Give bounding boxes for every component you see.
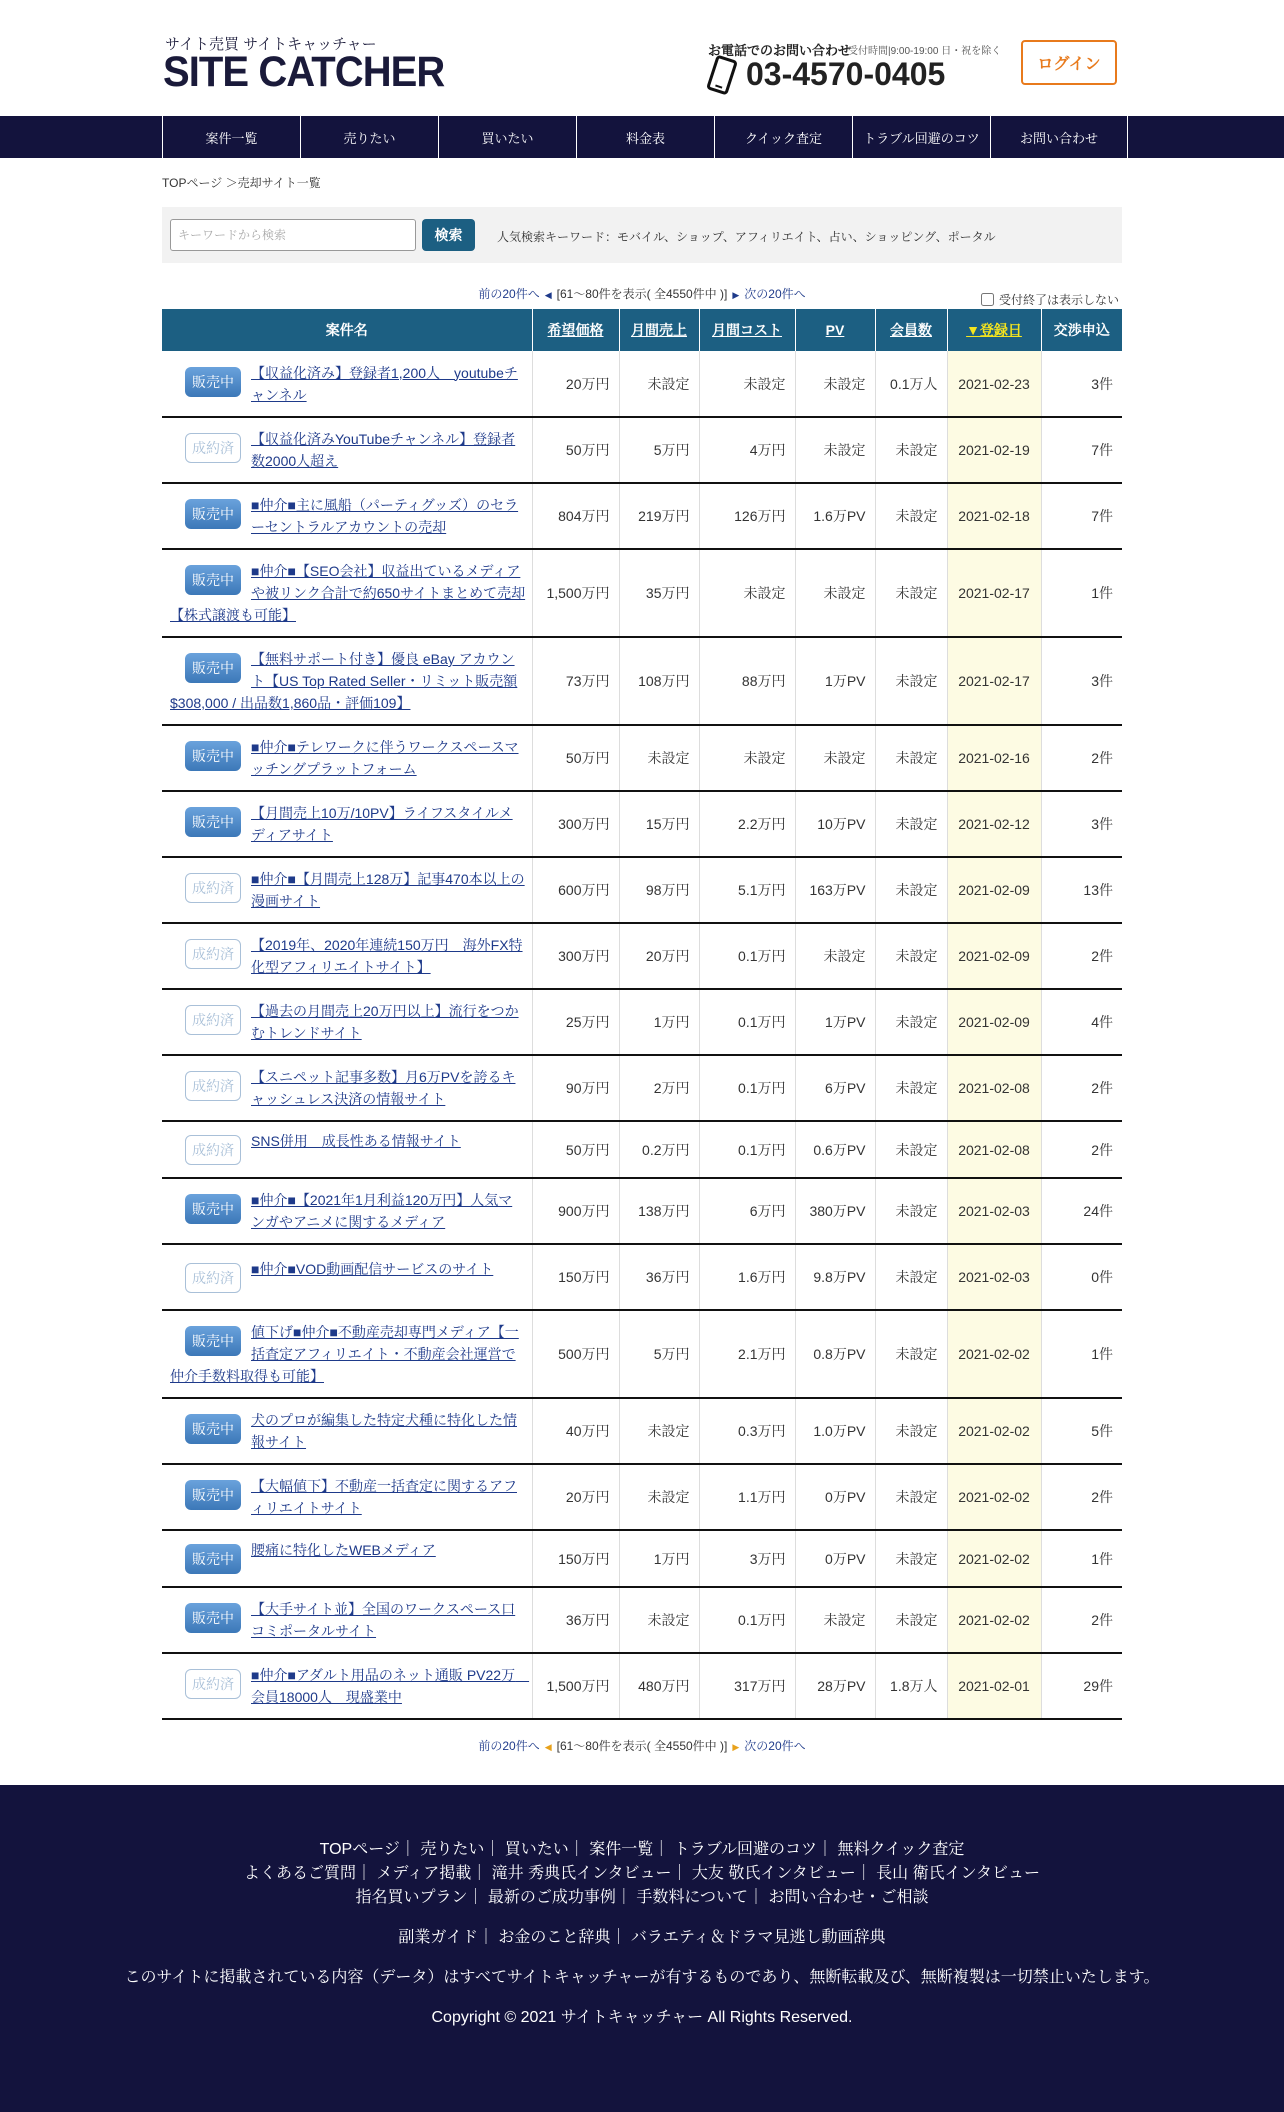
cell-title — [162, 989, 532, 1055]
cell-price: 500万円 — [532, 1310, 619, 1398]
cell-offers: 2件 — [1041, 1587, 1122, 1653]
table-row[interactable] — [162, 1587, 1122, 1653]
cell-sales: 未設定 — [619, 1398, 699, 1464]
cell-cost: 未設定 — [699, 725, 795, 791]
cell-pv: 6万PV — [795, 1055, 875, 1121]
pager-info: [61～80件を表示( 全4550件中 )] — [556, 287, 728, 301]
breadcrumb-top-link[interactable]: TOPページ — [162, 176, 223, 190]
cell-members: 未設定 — [875, 1178, 947, 1244]
table-row[interactable] — [162, 1310, 1122, 1398]
hide-ended-toggle[interactable] — [981, 291, 1119, 308]
cell-cost: 未設定 — [699, 549, 795, 637]
cell-price: 1,500万円 — [532, 1653, 619, 1719]
cell-members: 未設定 — [875, 923, 947, 989]
cell-title — [162, 417, 532, 483]
cell-members: 未設定 — [875, 637, 947, 725]
listing-title-link[interactable]: 値下げ■仲介■不動産売却専門メディア【一括査定アフィリエイト・不動産会社運営で仲介手数料取得も可能】 — [170, 1324, 519, 1384]
cell-date: 2021-02-08 — [947, 1055, 1041, 1121]
cell-cost: 3万円 — [699, 1530, 795, 1587]
status-badge: 販売中 — [185, 1326, 241, 1356]
cell-price: 25万円 — [532, 989, 619, 1055]
cell-sales: 1万円 — [619, 989, 699, 1055]
cell-title — [162, 351, 532, 417]
cell-cost: 2.1万円 — [699, 1310, 795, 1398]
cell-date: 2021-02-23 — [947, 351, 1041, 417]
cell-date: 2021-02-18 — [947, 483, 1041, 549]
status-badge: 販売中 — [185, 1414, 241, 1444]
arrow-left-icon: ◀ — [544, 1742, 552, 1752]
cell-offers: 2件 — [1041, 1464, 1122, 1530]
cell-price: 50万円 — [532, 417, 619, 483]
status-badge: 成約済 — [185, 1669, 241, 1699]
table-row[interactable] — [162, 989, 1122, 1055]
popular-keywords: 人気検索キーワード：モバイル、ショップ、アフィリエイト、占い、ショッピング、ポータル — [497, 230, 996, 244]
cell-pv: 380万PV — [795, 1178, 875, 1244]
nav-item-trouble-tips[interactable]: トラブル回避のコツ — [852, 116, 990, 158]
status-badge: 成約済 — [185, 1135, 241, 1165]
cell-sales: 5万円 — [619, 417, 699, 483]
cell-price: 600万円 — [532, 857, 619, 923]
cell-title — [162, 857, 532, 923]
cell-title — [162, 1121, 532, 1178]
cell-pv: 1.6万PV — [795, 483, 875, 549]
table-row[interactable] — [162, 1055, 1122, 1121]
cell-cost: 1.6万円 — [699, 1244, 795, 1310]
arrow-right-icon: ▶ — [732, 290, 740, 300]
table-row[interactable] — [162, 417, 1122, 483]
cell-offers: 13件 — [1041, 857, 1122, 923]
cell-price: 900万円 — [532, 1178, 619, 1244]
cell-date: 2021-02-02 — [947, 1587, 1041, 1653]
table-row[interactable] — [162, 1398, 1122, 1464]
listing-title-link[interactable]: 【大幅値下】不動産一括査定に関するアフィリエイトサイト — [251, 1478, 517, 1516]
cell-offers: 2件 — [1041, 923, 1122, 989]
hide-ended-checkbox[interactable] — [981, 293, 994, 306]
footer-links-2[interactable]: よくあるご質問｜ メディア掲載｜ 滝井 秀典氏インタビュー｜ 大友 敬氏インタビュー｜ 長山 衛氏インタビュー — [244, 1865, 1040, 1882]
cell-price: 90万円 — [532, 1055, 619, 1121]
cell-title — [162, 1464, 532, 1530]
cell-sales: 15万円 — [619, 791, 699, 857]
col-cost-header[interactable]: 月間コスト — [699, 309, 795, 351]
status-badge: 成約済 — [185, 939, 241, 969]
footer-links-3[interactable]: 指名買いプラン｜ 最新のご成功事例｜ 手数料について｜ お問い合わせ・ご相談 — [355, 1889, 929, 1906]
cell-sales: 未設定 — [619, 351, 699, 417]
cell-title — [162, 923, 532, 989]
cell-cost: 0.1万円 — [699, 989, 795, 1055]
status-badge: 成約済 — [185, 1071, 241, 1101]
cell-sales: 36万円 — [619, 1244, 699, 1310]
cell-date: 2021-02-12 — [947, 791, 1041, 857]
status-badge: 販売中 — [185, 1544, 241, 1574]
breadcrumb — [162, 174, 321, 191]
cell-title — [162, 1055, 532, 1121]
status-badge: 成約済 — [185, 1005, 241, 1035]
table-row[interactable] — [162, 725, 1122, 791]
arrow-right-icon: ▶ — [732, 1742, 740, 1752]
cell-sales: 219万円 — [619, 483, 699, 549]
cell-pv: 9.8万PV — [795, 1244, 875, 1310]
cell-pv: 1万PV — [795, 989, 875, 1055]
col-title-header: 案件名 — [162, 309, 532, 351]
cell-price: 1,500万円 — [532, 549, 619, 637]
cell-price: 150万円 — [532, 1530, 619, 1587]
col-sales-header[interactable]: 月間売上 — [619, 309, 699, 351]
cell-members: 未設定 — [875, 417, 947, 483]
cell-title — [162, 1310, 532, 1398]
search-bar — [162, 207, 1122, 263]
status-badge: 販売中 — [185, 1603, 241, 1633]
cell-title — [162, 637, 532, 725]
cell-price: 50万円 — [532, 725, 619, 791]
breadcrumb-current: ＞売却サイト一覧 — [225, 176, 321, 190]
cell-title — [162, 1653, 532, 1719]
cell-date: 2021-02-16 — [947, 725, 1041, 791]
table-row[interactable] — [162, 857, 1122, 923]
cell-date: 2021-02-02 — [947, 1310, 1041, 1398]
cell-offers: 2件 — [1041, 725, 1122, 791]
arrow-left-icon: ◀ — [544, 290, 552, 300]
cell-price: 20万円 — [532, 1464, 619, 1530]
cell-offers: 0件 — [1041, 1244, 1122, 1310]
cell-members: 未設定 — [875, 791, 947, 857]
nav-item-quick-appraisal[interactable]: クイック査定 — [714, 116, 852, 158]
cell-date: 2021-02-02 — [947, 1530, 1041, 1587]
cell-pv: 0万PV — [795, 1530, 875, 1587]
table-row[interactable] — [162, 1464, 1122, 1530]
cell-members: 未設定 — [875, 989, 947, 1055]
cell-pv: 10万PV — [795, 791, 875, 857]
cell-price: 804万円 — [532, 483, 619, 549]
col-pv-header[interactable]: PV — [795, 309, 875, 351]
nav-item-sell[interactable]: 売りたい — [300, 116, 438, 158]
cell-sales: 1万円 — [619, 1530, 699, 1587]
cell-title — [162, 1178, 532, 1244]
status-badge: 成約済 — [185, 873, 241, 903]
listing-title-link[interactable]: 【大手サイト並】全国のワークスペース口コミポータルサイト — [251, 1601, 516, 1639]
cell-date: 2021-02-17 — [947, 637, 1041, 725]
cell-title — [162, 1398, 532, 1464]
cell-pv: 0万PV — [795, 1464, 875, 1530]
cell-cost: 0.3万円 — [699, 1398, 795, 1464]
listing-title-link[interactable]: 【月間売上10万/10PV】ライフスタイルメディアサイト — [251, 805, 513, 843]
cell-date: 2021-02-03 — [947, 1244, 1041, 1310]
footer-links-4[interactable]: 副業ガイド｜ お金のこと辞典｜ バラエティ＆ドラマ見逃し動画辞典 — [398, 1929, 886, 1946]
cell-pv: 0.8万PV — [795, 1310, 875, 1398]
cell-offers: 24件 — [1041, 1178, 1122, 1244]
cell-pv: 1.0万PV — [795, 1398, 875, 1464]
cell-sales: 2万円 — [619, 1055, 699, 1121]
cell-cost: 0.1万円 — [699, 923, 795, 989]
status-badge: 販売中 — [185, 1480, 241, 1510]
cell-sales: 108万円 — [619, 637, 699, 725]
status-badge: 販売中 — [185, 565, 241, 595]
pager-prev-link[interactable]: 前の20件へ — [478, 287, 540, 301]
cell-offers: 29件 — [1041, 1653, 1122, 1719]
cell-cost: 6万円 — [699, 1178, 795, 1244]
status-badge: 販売中 — [185, 653, 241, 683]
cell-offers: 2件 — [1041, 1121, 1122, 1178]
footer-links-1[interactable]: TOPページ｜ 売りたい｜ 買いたい｜ 案件一覧｜ トラブル回避のコツ｜ 無料クイック査定 — [319, 1841, 965, 1858]
status-badge: 販売中 — [185, 741, 241, 771]
listing-title-link[interactable]: ■仲介■アダルト用品のネット通販 PV22万 会員18000人 現盛業中 — [251, 1667, 530, 1705]
table-body — [162, 351, 1122, 1719]
cell-members: 未設定 — [875, 1055, 947, 1121]
cell-date: 2021-02-02 — [947, 1398, 1041, 1464]
table-row[interactable] — [162, 637, 1122, 725]
listing-title-link[interactable]: 【2019年、2020年連続150万円 海外FX特化型アフィリエイトサイト】 — [251, 937, 523, 975]
col-offers-header: 交渉申込 — [1041, 309, 1122, 351]
cell-sales: 480万円 — [619, 1653, 699, 1719]
listings-table — [162, 309, 1122, 1720]
cell-sales: 未設定 — [619, 725, 699, 791]
site-header — [0, 0, 1284, 116]
site-logo[interactable]: SITE CATCHER — [163, 48, 445, 96]
cell-price: 36万円 — [532, 1587, 619, 1653]
pager-next-link[interactable]: 次の20件へ — [744, 287, 806, 301]
cell-pv: 未設定 — [795, 351, 875, 417]
cell-offers: 1件 — [1041, 1310, 1122, 1398]
pager-prev-link[interactable]: 前の20件へ — [478, 1739, 540, 1753]
cell-title — [162, 483, 532, 549]
cell-offers: 2件 — [1041, 1055, 1122, 1121]
cell-offers: 5件 — [1041, 1398, 1122, 1464]
cell-pv: 163万PV — [795, 857, 875, 923]
cell-members: 未設定 — [875, 483, 947, 549]
cell-title — [162, 1244, 532, 1310]
listing-title-link[interactable]: 【スニペット記事多数】月6万PVを誇るキャッシュレス決済の情報サイト — [251, 1069, 516, 1107]
cell-date: 2021-02-09 — [947, 989, 1041, 1055]
cell-offers: 4件 — [1041, 989, 1122, 1055]
table-row[interactable] — [162, 1653, 1122, 1719]
table-row[interactable] — [162, 549, 1122, 637]
status-badge: 販売中 — [185, 1194, 241, 1224]
pager-bottom — [0, 1737, 1284, 1754]
cell-price: 20万円 — [532, 351, 619, 417]
site-footer — [0, 1785, 1284, 2112]
listing-title-link[interactable]: ■仲介■【2021年1月利益120万円】人気マンガやアニメに関するメディア — [251, 1192, 513, 1230]
footer-copyright: Copyright © 2021 サイトキャッチャー All Rights Reserved. — [431, 2009, 853, 2026]
cell-members: 未設定 — [875, 1244, 947, 1310]
nav-item-buy[interactable]: 買いたい — [438, 116, 576, 158]
phone-hours: 受付時間|9:00-19:00 日・祝を除く — [848, 46, 1002, 57]
cell-offers: 1件 — [1041, 549, 1122, 637]
cell-price: 150万円 — [532, 1244, 619, 1310]
listing-title-link[interactable]: 【無料サポート付き】優良 eBay アカウント【US Top Rated Seller・リミット販売額$308,000 / 出品数1,860品・評価109】 — [170, 651, 518, 711]
cell-date: 2021-02-19 — [947, 417, 1041, 483]
cell-cost: 5.1万円 — [699, 857, 795, 923]
listing-title-link[interactable]: 【収益化済み】登録者1,200人 youtubeチャンネル — [251, 364, 518, 403]
cell-sales: 20万円 — [619, 923, 699, 989]
cell-sales: 0.2万円 — [619, 1121, 699, 1178]
listing-title-link[interactable]: ■仲介■テレワークに伴うワークスペースマッチングプラットフォーム — [251, 739, 519, 777]
col-price-header[interactable]: 希望価格 — [532, 309, 619, 351]
cell-price: 50万円 — [532, 1121, 619, 1178]
cell-cost: 126万円 — [699, 483, 795, 549]
cell-members: 未設定 — [875, 1310, 947, 1398]
cell-date: 2021-02-01 — [947, 1653, 1041, 1719]
cell-members: 1.8万人 — [875, 1653, 947, 1719]
status-badge: 販売中 — [185, 367, 241, 397]
cell-price: 73万円 — [532, 637, 619, 725]
cell-pv: 未設定 — [795, 923, 875, 989]
listing-title-link[interactable]: 【収益化済みYouTubeチャンネル】登録者数2000人超え — [251, 431, 516, 469]
status-badge: 成約済 — [185, 433, 241, 463]
cell-members: 未設定 — [875, 549, 947, 637]
cell-members: 未設定 — [875, 1121, 947, 1178]
cell-cost: 1.1万円 — [699, 1464, 795, 1530]
pager-next-link[interactable]: 次の20件へ — [744, 1739, 806, 1753]
listing-title-link[interactable]: ■仲介■VOD動画配信サービスのサイト — [251, 1260, 494, 1277]
cell-date: 2021-02-09 — [947, 923, 1041, 989]
cell-price: 300万円 — [532, 923, 619, 989]
cell-members: 未設定 — [875, 1587, 947, 1653]
cell-title — [162, 791, 532, 857]
cell-members: 未設定 — [875, 1530, 947, 1587]
cell-pv: 未設定 — [795, 417, 875, 483]
cell-members: 未設定 — [875, 725, 947, 791]
cell-cost: 0.1万円 — [699, 1587, 795, 1653]
cell-offers: 1件 — [1041, 1530, 1122, 1587]
logo-subtitle: サイト売買 サイトキャッチャー — [165, 36, 377, 53]
cell-pv: 未設定 — [795, 549, 875, 637]
cell-date: 2021-02-02 — [947, 1464, 1041, 1530]
cell-cost: 未設定 — [699, 351, 795, 417]
cell-offers: 3件 — [1041, 351, 1122, 417]
status-badge: 販売中 — [185, 807, 241, 837]
col-date-header[interactable]: ▼登録日 — [947, 309, 1041, 351]
listing-title-link[interactable]: ■仲介■主に風船（パーティグッズ）のセラーセントラルアカウントの売却 — [251, 497, 519, 535]
listing-title-link[interactable]: ■仲介■【月間売上128万】記事470本以上の漫画サイト — [251, 871, 525, 909]
cell-cost: 4万円 — [699, 417, 795, 483]
cell-cost: 0.1万円 — [699, 1121, 795, 1178]
cell-cost: 0.1万円 — [699, 1055, 795, 1121]
cell-title — [162, 1530, 532, 1587]
status-badge: 販売中 — [185, 499, 241, 529]
login-button[interactable]: ログイン — [1021, 40, 1117, 85]
cell-price: 300万円 — [532, 791, 619, 857]
cell-pv: 28万PV — [795, 1653, 875, 1719]
cell-offers: 7件 — [1041, 417, 1122, 483]
table-row[interactable] — [162, 1121, 1122, 1178]
cell-offers: 3件 — [1041, 637, 1122, 725]
cell-cost: 317万円 — [699, 1653, 795, 1719]
cell-members: 未設定 — [875, 1398, 947, 1464]
cell-pv: 未設定 — [795, 1587, 875, 1653]
listing-title-link[interactable]: 犬のプロが編集した特定犬種に特化した情報サイト — [251, 1412, 517, 1450]
cell-cost: 88万円 — [699, 637, 795, 725]
table-header-row — [162, 309, 1122, 351]
listing-title-link[interactable]: SNS併用 成長性ある情報サイト — [251, 1133, 461, 1149]
table-row[interactable] — [162, 483, 1122, 549]
cell-members: 0.1万人 — [875, 351, 947, 417]
search-input[interactable] — [170, 219, 416, 251]
cell-title — [162, 549, 532, 637]
listing-title-link[interactable]: 【過去の月間売上20万円以上】流行をつかむトレンドサイト — [251, 1003, 519, 1041]
cell-date: 2021-02-03 — [947, 1178, 1041, 1244]
table-row[interactable] — [162, 923, 1122, 989]
nav-item-contact[interactable]: お問い合わせ — [990, 116, 1128, 158]
table-row[interactable] — [162, 1530, 1122, 1587]
cell-date: 2021-02-08 — [947, 1121, 1041, 1178]
cell-sales: 138万円 — [619, 1178, 699, 1244]
footer-notice: このサイトに掲載されている内容（データ）はすべてサイトキャッチャーが有するものであり、無断転載及び、無断複製は一切禁止いたします。 — [124, 1969, 1160, 1986]
search-button[interactable]: 検索 — [422, 219, 475, 251]
cell-members: 未設定 — [875, 857, 947, 923]
cell-offers: 7件 — [1041, 483, 1122, 549]
cell-price: 40万円 — [532, 1398, 619, 1464]
table-row[interactable] — [162, 351, 1122, 417]
cell-pv: 1万PV — [795, 637, 875, 725]
nav-item-listings[interactable]: 案件一覧 — [162, 116, 300, 158]
cell-sales: 98万円 — [619, 857, 699, 923]
cell-title — [162, 725, 532, 791]
hide-ended-label: 受付終了は表示しない — [999, 293, 1120, 307]
listing-title-link[interactable]: ■仲介■【SEO会社】収益出ているメディアや被リンク合計で約650サイトまとめて売却【株式譲渡も可能】 — [170, 563, 526, 623]
table-row[interactable] — [162, 1178, 1122, 1244]
status-badge: 成約済 — [185, 1263, 241, 1293]
listing-title-link[interactable]: 腰痛に特化したWEBメディア — [251, 1542, 436, 1558]
cell-title — [162, 1587, 532, 1653]
cell-pv: 未設定 — [795, 725, 875, 791]
nav-item-pricing[interactable]: 料金表 — [576, 116, 714, 158]
cell-sales: 未設定 — [619, 1464, 699, 1530]
table-row[interactable] — [162, 1244, 1122, 1310]
pager-info: [61～80件を表示( 全4550件中 )] — [556, 1739, 728, 1753]
col-members-header[interactable]: 会員数 — [875, 309, 947, 351]
cell-sales: 5万円 — [619, 1310, 699, 1398]
phone-icon — [706, 54, 738, 95]
phone-number[interactable]: 03-4570-0405 — [746, 56, 946, 92]
cell-sales: 35万円 — [619, 549, 699, 637]
cell-offers: 3件 — [1041, 791, 1122, 857]
main-nav — [0, 116, 1284, 158]
cell-pv: 0.6万PV — [795, 1121, 875, 1178]
cell-sales: 未設定 — [619, 1587, 699, 1653]
phone-label: お電話でのお問い合わせ — [708, 43, 852, 58]
cell-date: 2021-02-17 — [947, 549, 1041, 637]
cell-members: 未設定 — [875, 1464, 947, 1530]
cell-date: 2021-02-09 — [947, 857, 1041, 923]
cell-cost: 2.2万円 — [699, 791, 795, 857]
table-row[interactable] — [162, 791, 1122, 857]
